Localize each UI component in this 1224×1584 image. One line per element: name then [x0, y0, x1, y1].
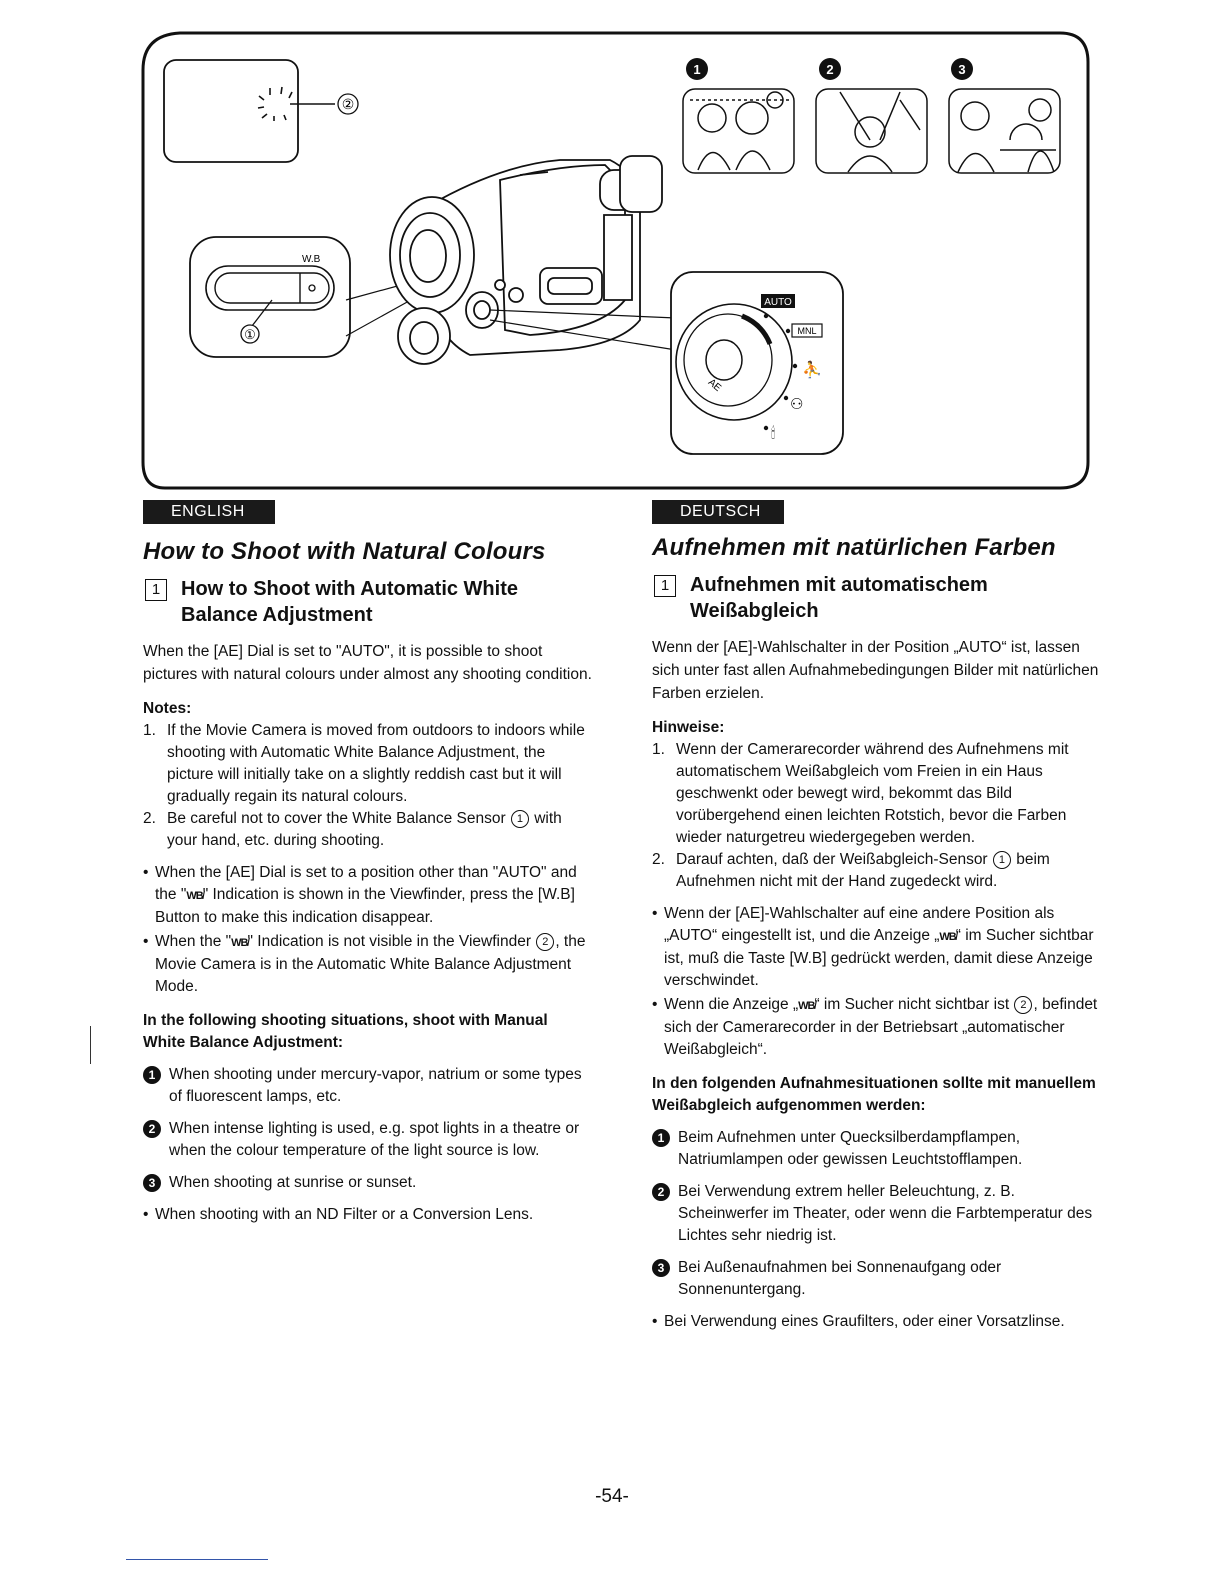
- english-section-title-line2: Balance Adjustment: [181, 604, 373, 626]
- situation-marker-icon: 3: [652, 1259, 670, 1277]
- footer-rule: [126, 1559, 268, 1560]
- english-intro: When the [AE] Dial is set to "AUTO", it is possible to shoot pictures with natural colours under almost any shooting condition.: [143, 643, 592, 683]
- english-note-2: 2. Be careful not to cover the White Balance Sensor 1 with your hand, etc. during shooting.: [143, 810, 562, 849]
- english-situations-heading: In the following shooting situations, shoot with Manual White Balance Adjustment:: [143, 1012, 548, 1051]
- english-notes-list: [143, 720, 593, 852]
- dial-ae-label: AE: [705, 376, 724, 394]
- deutsch-final-bullet: • Bei Verwendung eines Graufilters, oder einer Vorsatzlinse.: [652, 1313, 1065, 1330]
- scene-marker-1: [686, 58, 708, 80]
- wb-indicator-icon: WB̸: [939, 931, 956, 943]
- situation-marker-icon: 3: [143, 1174, 161, 1192]
- deutsch-column: [652, 500, 1102, 1333]
- wb-indicator-icon: WB̸: [798, 1000, 815, 1012]
- english-section-heading: [143, 576, 593, 628]
- dial-auto-label: AUTO: [764, 297, 792, 308]
- margin-mark: [90, 1026, 91, 1064]
- situation-marker-icon: 1: [143, 1066, 161, 1084]
- section-number-box: 1: [145, 579, 167, 601]
- ref-1-icon: 1: [993, 851, 1011, 869]
- english-bullet-1: • When the [AE] Dial is set to a position other than "AUTO" and the "WB̸" Indication is shown in the Viewfinder, press the [W.B] Button to make this indication disappear.: [143, 864, 577, 926]
- deutsch-section-title-line2: Weißabgleich: [690, 600, 819, 622]
- callout-2-label: ②: [341, 96, 355, 112]
- situation-marker-icon: 1: [652, 1129, 670, 1147]
- english-situation-1: 1 When shooting under mercury-vapor, natrium or some types of fluorescent lamps, etc.: [143, 1064, 593, 1108]
- section-number-box: 1: [654, 575, 676, 597]
- camcorder-drawing: [390, 156, 662, 364]
- deutsch-situation-1: 1 Beim Aufnehmen unter Quecksilberdampflampen, Natriumlampen oder gewissen Leuchtstofflampen.: [652, 1127, 1102, 1171]
- english-final-bullet: • When shooting with an ND Filter or a Conversion Lens.: [143, 1206, 534, 1223]
- english-note-1: 1. If the Movie Camera is moved from outdoors to indoors while shooting with Automatic White Balance Adjustment, the picture will initially take on a slightly reddish cast but it will gradually regain its natural colours.: [143, 722, 585, 805]
- deutsch-language-tab: DEUTSCH: [652, 500, 784, 524]
- deutsch-bullet-2: • Wenn die Anzeige „WB̸“ im Sucher nicht sichtbar ist 2 , befindet sich der Camerarecorder in der Betriebsart „automatischer Weißabgleich“.: [652, 996, 1098, 1058]
- deutsch-notes-heading: Hinweise:: [652, 719, 725, 736]
- dial-mnl-label: MNL: [797, 326, 817, 336]
- dial-lowlight-icon: 🕯: [771, 424, 776, 442]
- english-situation-2: 2 When intense lighting is used, e.g. spot lights in a theatre or when the colour temperature of the light source is low.: [143, 1118, 593, 1162]
- deutsch-section-title-line1: Aufnehmen mit automatischem: [690, 574, 988, 596]
- svg-text:3: 3: [958, 62, 966, 77]
- svg-text:1: 1: [693, 62, 701, 77]
- scene-picture-spotlight: [816, 89, 927, 173]
- situation-marker-icon: 2: [143, 1120, 161, 1138]
- deutsch-situation-2: 2 Bei Verwendung extrem heller Beleuchtung, z. B. Scheinwerfer im Theater, oder wenn die Farbtemperatur des Lichtes sehr niedrig ist.: [652, 1181, 1102, 1247]
- deutsch-situation-3: 3 Bei Außenaufnahmen bei Sonnenaufgang oder Sonnenuntergang.: [652, 1257, 1102, 1301]
- english-column: [143, 500, 593, 1226]
- deutsch-section-heading: [652, 572, 1102, 624]
- callout-1-label: ①: [244, 327, 256, 342]
- scene-marker-2: [819, 58, 841, 80]
- english-bullet-2: • When the "WB̸" Indication is not visible in the Viewfinder 2 , the Movie Camera is in the Automatic White Balance Adjustment Mode.: [143, 933, 586, 995]
- ref-2-icon: 2: [1014, 996, 1032, 1014]
- english-language-tab: ENGLISH: [143, 500, 275, 524]
- svg-text:2: 2: [826, 62, 834, 77]
- scene-picture-fluorescent: [683, 89, 794, 173]
- dial-sports-icon: ⛹: [802, 360, 822, 379]
- deutsch-note-2: 2. Darauf achten, daß der Weißabgleich-Sensor 1 beim Aufnehmen nicht mit der Hand zugedeckt wird.: [652, 851, 1050, 890]
- dial-portrait-icon: ⚇: [790, 395, 804, 413]
- deutsch-intro: Wenn der [AE]-Wahlschalter in der Position „AUTO“ ist, lassen sich unter fast allen Aufnahmebedingungen Bilder mit natürlichen Farben erzielen.: [652, 639, 1099, 702]
- english-title: How to Shoot with Natural Colours: [143, 538, 546, 565]
- english-situation-3: 3 When shooting at sunrise or sunset.: [143, 1172, 593, 1194]
- deutsch-situations-heading: In den folgenden Aufnahmesituationen sollte mit manuellem Weißabgleich aufgenommen werden:: [652, 1075, 1096, 1114]
- situation-marker-icon: 2: [652, 1183, 670, 1201]
- deutsch-notes-list: [652, 739, 1102, 893]
- ref-2-icon: 2: [536, 933, 554, 951]
- scene-marker-3: [951, 58, 973, 80]
- camera-illustration: [0, 0, 1224, 500]
- deutsch-bullet-1: • Wenn der [AE]-Wahlschalter auf eine andere Position als „AUTO“ eingestellt ist, und die Anzeige „WB̸“ im Sucher sichtbar ist, muß die Taste [W.B] gedrückt werden, damit diese Anzeige verschwindet.: [652, 905, 1094, 989]
- english-notes-heading: Notes:: [143, 700, 192, 717]
- english-section-title-line1: How to Shoot with Automatic White: [181, 578, 518, 600]
- wb-button-label: W.B: [302, 254, 321, 265]
- deutsch-title: Aufnehmen mit natürlichen Farben: [652, 534, 1056, 561]
- wb-indicator-icon: WB̸: [231, 937, 248, 949]
- ref-1-icon: 1: [511, 810, 529, 828]
- wb-indicator-icon: WB̸: [186, 890, 203, 902]
- scene-picture-sunset: [949, 89, 1060, 173]
- page-number: -54-: [595, 1486, 629, 1507]
- deutsch-note-1: 1. Wenn der Camerarecorder während des Aufnehmens mit automatischem Weißabgleich vom Freien in ein Haus geschwenkt oder bewegt wird, bekommt das Bild vorübergehend einen leichten Rotstich, bevor die Farben wieder naturgetreu wiedergegeben werden.: [652, 741, 1069, 846]
